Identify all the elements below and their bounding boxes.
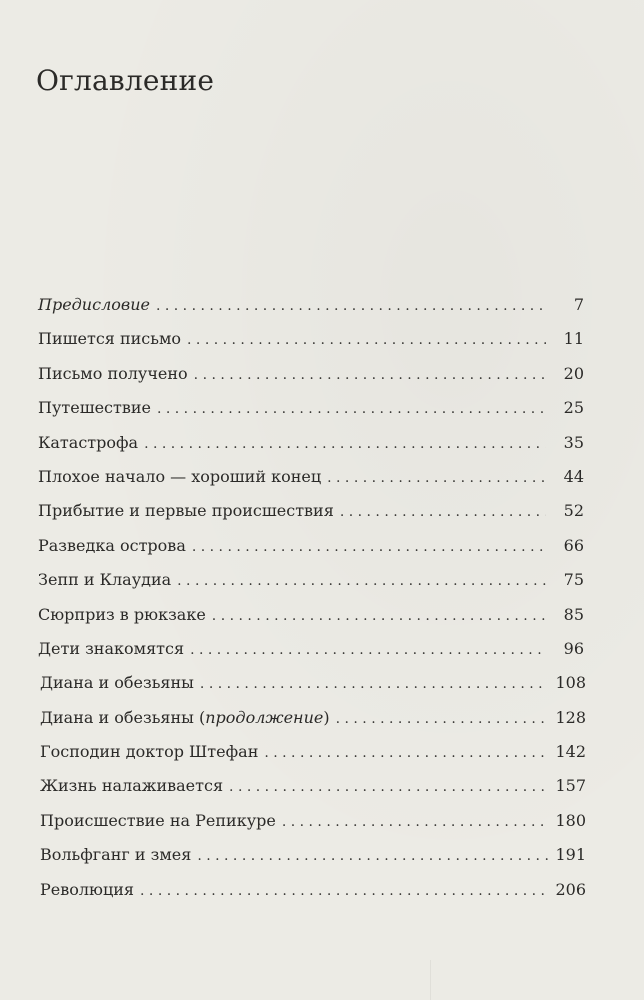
- dot-leader: [264, 736, 548, 770]
- toc-page-number: 75: [563, 570, 584, 590]
- toc-entry-label: [40, 701, 330, 735]
- toc-entry: [38, 288, 584, 322]
- dot-leader: [156, 289, 546, 323]
- dot-leader: [157, 392, 546, 426]
- toc-entry: [38, 563, 584, 597]
- dot-leader: [212, 599, 546, 633]
- toc-entry-title: Диана и обезьяны (: [40, 707, 206, 727]
- toc-page-number: 96: [563, 638, 584, 658]
- toc-entry-label: Путешествие: [38, 398, 151, 418]
- dot-leader: [192, 530, 546, 564]
- toc-entry: [38, 494, 584, 528]
- toc-entry: [38, 460, 584, 494]
- toc-page-number: 35: [563, 432, 584, 452]
- toc-entry-label: [38, 288, 150, 322]
- dot-leader: [197, 839, 548, 873]
- toc-entry: [40, 701, 586, 735]
- toc-page-number: 206: [555, 879, 586, 899]
- toc-entry: [40, 735, 586, 769]
- toc-page-number: 20: [563, 363, 584, 383]
- toc-page-number: 142: [555, 742, 586, 762]
- toc-entry-label: Вольфганг и змея: [40, 845, 192, 865]
- dot-leader: [327, 461, 546, 495]
- toc-entry-label: Сюрприз в рюкзаке: [38, 604, 206, 624]
- toc-entry: [40, 804, 586, 838]
- toc-entry: [38, 357, 584, 391]
- toc-entry: [40, 666, 586, 700]
- toc-entry-title-suffix: ): [323, 707, 330, 727]
- toc-page-number: 11: [563, 329, 584, 349]
- toc-page-number: 44: [563, 466, 584, 486]
- toc-entry-label: Разведка острова: [38, 535, 186, 555]
- toc-entry-label: Революция: [40, 879, 135, 899]
- toc-entry-label: Жизнь налаживается: [40, 776, 224, 796]
- toc-page-number: 108: [555, 673, 586, 693]
- toc-entry: [40, 873, 586, 907]
- toc-entry-label: Происшествие на Репикуре: [40, 810, 276, 830]
- page-crease: [430, 960, 431, 1000]
- dot-leader: [140, 874, 548, 908]
- toc-page-number: 52: [563, 501, 584, 521]
- toc-entry: [38, 426, 584, 460]
- toc-entry-title: Предисловие: [38, 295, 150, 314]
- dot-leader: [190, 633, 546, 667]
- toc-page-number: 157: [555, 776, 586, 796]
- dot-leader: [177, 564, 546, 598]
- toc-page-number: 7: [573, 295, 584, 314]
- toc-entry-label: Плохое начало — хороший конец: [38, 466, 322, 486]
- toc-entry: [38, 598, 584, 632]
- toc-entry-label: Зепп и Клаудиа: [38, 570, 172, 590]
- dot-leader: [282, 805, 548, 839]
- toc-entry-label: Господин доктор Штефан: [40, 742, 259, 762]
- toc-entry-label: Пишется письмо: [38, 329, 182, 349]
- dot-leader: [144, 427, 546, 461]
- dot-leader: [194, 358, 546, 392]
- toc-entry: [38, 529, 584, 563]
- toc-entry: [40, 769, 586, 803]
- toc-entry-label: Диана и обезьяны: [40, 673, 194, 693]
- toc-entry-label: Письмо получено: [38, 363, 188, 383]
- toc-page-number: 128: [555, 707, 586, 727]
- toc-entry: [38, 322, 584, 356]
- toc-page-number: 191: [555, 845, 586, 865]
- dot-leader: [229, 770, 548, 804]
- toc-entry-label: Дети знакомятся: [38, 638, 185, 658]
- dot-leader: [187, 323, 546, 357]
- toc-entry: [40, 838, 586, 872]
- toc-entry-title-italic: продолжение: [205, 707, 324, 727]
- dot-leader: [336, 702, 548, 736]
- toc-entry: [38, 391, 584, 425]
- dot-leader: [200, 667, 548, 701]
- toc-list: [38, 288, 584, 907]
- toc-entry-label: Катастрофа: [38, 432, 139, 452]
- toc-page-number: 180: [555, 810, 586, 830]
- toc-entry: [38, 632, 584, 666]
- page-title: Оглавление: [36, 64, 215, 97]
- toc-page-number: 25: [563, 398, 584, 418]
- toc-page-number: 66: [563, 535, 584, 555]
- toc-page-number: 85: [563, 604, 584, 624]
- toc-entry-label: Прибытие и первые происшествия: [38, 501, 334, 521]
- dot-leader: [340, 495, 546, 529]
